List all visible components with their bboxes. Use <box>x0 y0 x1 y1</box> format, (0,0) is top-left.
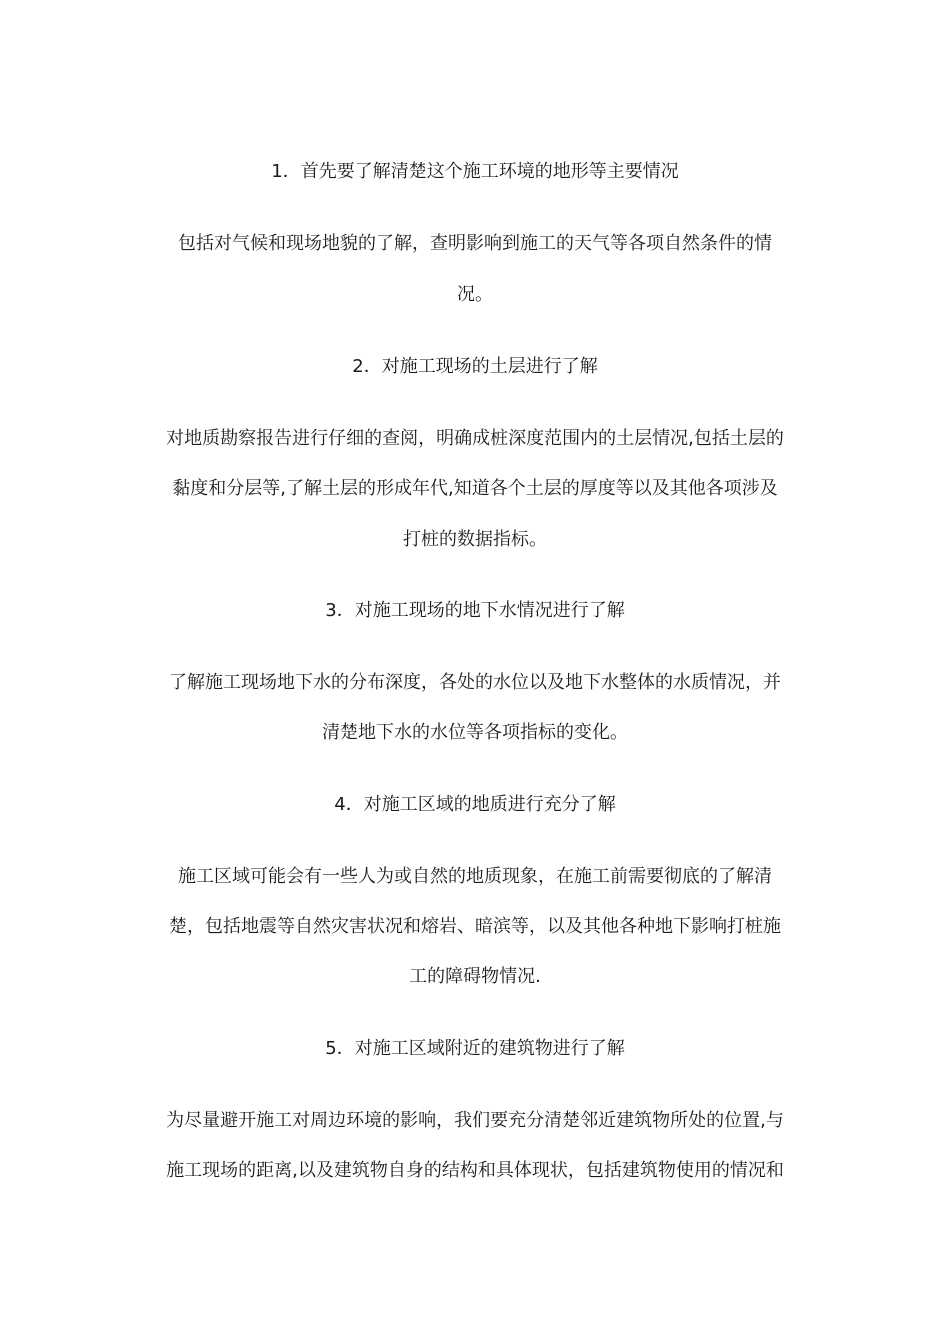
section-2-body-line-1: 对地质勘察报告进行仔细的查阅，明确成桩深度范围内的土层情况,包括土层的 <box>166 428 784 449</box>
section-4-heading: 4．对施工区域的地质进行充分了解 <box>334 794 616 815</box>
section-1-heading: 1．首先要了解清楚这个施工环境的地形等主要情况 <box>271 161 679 182</box>
section-3-body-line-2: 清楚地下水的水位等各项指标的变化。 <box>322 722 628 743</box>
section-4-body-line-2: 楚，包括地震等自然灾害状况和熔岩、暗滨等，以及其他各种地下影响打桩施 <box>169 916 781 937</box>
section-1-body-line-1: 包括对气候和现场地貌的了解，查明影响到施工的天气等各项自然条件的情 <box>178 233 772 254</box>
section-5-body-line-1: 为尽量避开施工对周边环境的影响，我们要充分清楚邻近建筑物所处的位置,与 <box>166 1110 784 1131</box>
section-5-body-line-2: 施工现场的距离,以及建筑物自身的结构和具体现状，包括建筑物使用的情况和 <box>166 1160 784 1181</box>
section-2-body-line-3: 打桩的数据指标。 <box>403 529 547 550</box>
section-2-body-line-2: 黏度和分层等,了解土层的形成年代,知道各个土层的厚度等以及其他各项涉及 <box>172 478 778 499</box>
section-3-heading: 3．对施工现场的地下水情况进行了解 <box>325 600 625 621</box>
section-1-body-line-2: 况。 <box>457 284 493 305</box>
section-4-body-line-3: 工的障碍物情况. <box>409 966 541 987</box>
section-2-heading: 2．对施工现场的土层进行了解 <box>352 356 598 377</box>
section-3-body-line-1: 了解施工现场地下水的分布深度，各处的水位以及地下水整体的水质情况，并 <box>169 672 781 693</box>
section-5-heading: 5．对施工区域附近的建筑物进行了解 <box>325 1038 625 1059</box>
section-4-body-line-1: 施工区域可能会有一些人为或自然的地质现象，在施工前需要彻底的了解清 <box>178 866 772 887</box>
